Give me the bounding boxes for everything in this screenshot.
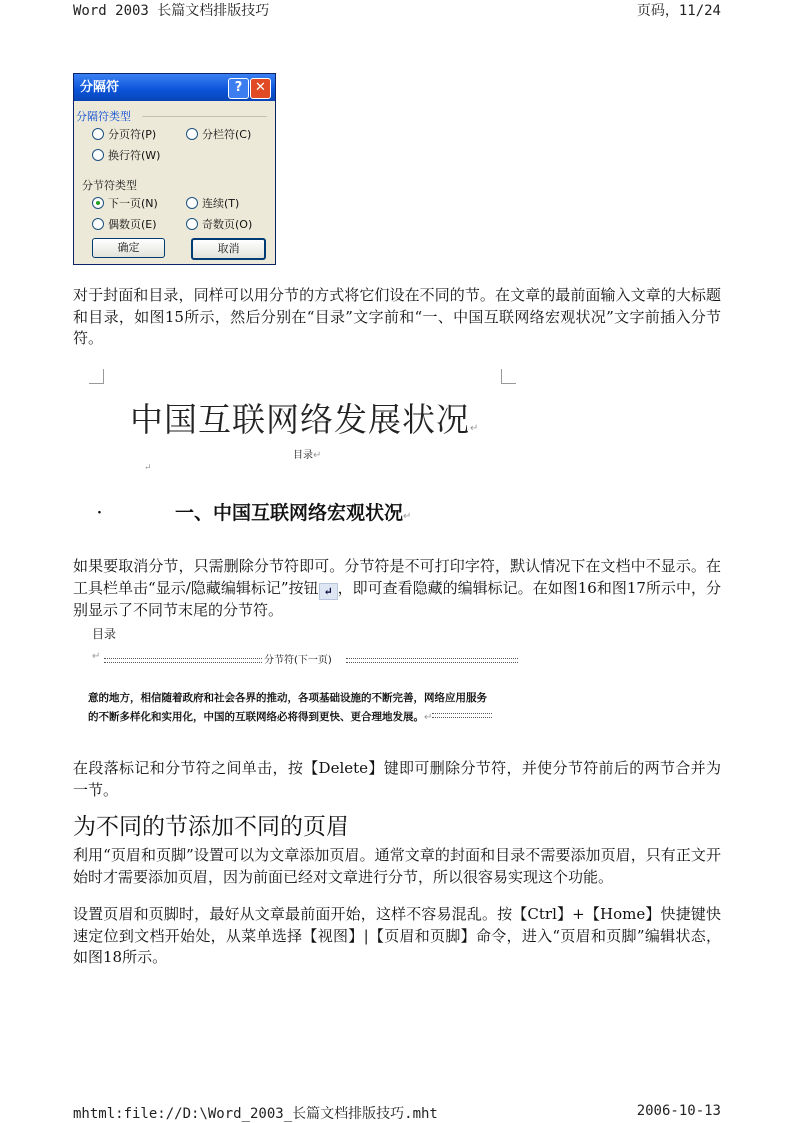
- section-heading: 为不同的节添加不同的页眉: [73, 814, 349, 840]
- header-title: Word 2003 长篇文档排版技巧: [73, 3, 270, 19]
- paragraph-mark-icon: ↵: [424, 712, 433, 723]
- show-hide-marks-icon: ↵: [319, 583, 338, 600]
- header-page-number: 页码，11/24: [636, 3, 721, 19]
- radio-text-wrapping[interactable]: [92, 147, 160, 163]
- footer-date: 2006-10-13: [636, 1103, 721, 1119]
- radio-label: 奇数页(O): [202, 218, 253, 231]
- radio-next-page[interactable]: [92, 195, 158, 211]
- paragraph-5: 设置页眉和页脚时，最好从文章最前面开始，这样不容易混乱。按【Ctrl】+【Home】快捷键快速定位到文档开始处，从菜单选择【视图】|【页眉和页脚】命令，进入“页眉和页脚”编辑状态，如图18所示。: [73, 905, 721, 966]
- radio-even-page[interactable]: [92, 216, 157, 232]
- page-corner-mark-left: [89, 369, 104, 384]
- page-corner-mark-right: [501, 369, 516, 384]
- break-dots-right: [346, 658, 518, 663]
- radio-circle-icon: [92, 149, 104, 161]
- figure-heading: 一、中国互联网络宏观状况↵: [175, 502, 412, 524]
- paragraph-3: 在段落标记和分节符之间单击，按【Delete】键即可删除分节符，并使分节符前后的两节合并为一节。: [73, 759, 721, 799]
- paragraph-2: 如果要取消分节，只需删除分节符即可。分节符是不可打印字符，默认情况下在文档中不显示。在工具栏单击“显示/隐藏编辑标记”按钮 ↵ ，即可查看隐藏的编辑标记。在如图16和图17所示中，分别显示了不同节末尾的分节符。: [73, 557, 721, 619]
- paragraph-mark-icon: ↵: [144, 463, 152, 473]
- figure2-text-line: 意的地方，相信随着政府和社会各界的推动，各项基础设施的不断完善，网络应用服务: [88, 692, 487, 704]
- section-break-label: 分节符(下一页): [262, 651, 334, 666]
- radio-label: 连续(T): [202, 197, 240, 210]
- paragraph-4: 利用“页眉和页脚”设置可以为文章添加页眉。通常文章的封面和目录不需要添加页眉，只有正文开始时才需要添加页眉，因为前面已经对文章进行分节，所以很容易实现这个功能。: [73, 846, 721, 886]
- figure-doc-title: 中国互联网络发展状况↵: [130, 400, 480, 439]
- page-header: [73, 0, 721, 20]
- help-button[interactable]: ?: [228, 78, 249, 99]
- radio-page-break[interactable]: [92, 126, 156, 142]
- radio-label: 分页符(P): [108, 128, 157, 141]
- page-footer: [73, 1103, 721, 1123]
- radio-selected-icon: [92, 197, 104, 209]
- break-dots-left: [104, 658, 264, 663]
- break-dots-end: [432, 713, 492, 718]
- radio-continuous[interactable]: [186, 195, 239, 211]
- group-break-types: 分隔符类型: [76, 110, 131, 123]
- figure-bullet: ·: [97, 505, 102, 521]
- figure2-text-line: 的不断多样化和实用化，中国的互联网络必将得到更快、更合理地发展。↵: [88, 709, 492, 724]
- figure-toc-label: 目录↵: [293, 450, 322, 461]
- paragraph-mark-icon: ↵: [403, 511, 412, 522]
- paragraph-mark-icon: ↵: [470, 423, 480, 434]
- radio-circle-icon: [186, 128, 198, 140]
- footer-path: mhtml:file://D:\Word_2003_长篇文档排版技巧.mht: [73, 1106, 438, 1122]
- radio-circle-icon: [92, 128, 104, 140]
- dialog-titlebar: [74, 74, 275, 101]
- radio-label: 偶数页(E): [108, 218, 157, 231]
- radio-circle-icon: [92, 218, 104, 230]
- ok-button[interactable]: 确定: [92, 238, 165, 258]
- group-divider: [142, 116, 267, 117]
- paragraph-mark-icon: ↵: [313, 450, 322, 461]
- close-button[interactable]: ✕: [250, 78, 271, 99]
- radio-label: 分栏符(C): [202, 128, 252, 141]
- paragraph-1: 对于封面和目录，同样可以用分节的方式将它们设在不同的节。在文章的最前面输入文章的大标题和目录，如图15所示，然后分别在“目录”文字前和“一、中国互联网络宏观状况”文字前插入分节符。: [73, 286, 721, 347]
- paragraph-mark-icon: ↵: [92, 651, 101, 662]
- section-break-dialog: [73, 73, 276, 265]
- radio-odd-page[interactable]: [186, 216, 252, 232]
- cancel-button[interactable]: 取消: [191, 238, 266, 260]
- radio-column-break[interactable]: [186, 126, 251, 142]
- section-break-marker: [92, 650, 518, 666]
- radio-circle-icon: [186, 218, 198, 230]
- figure2-toc-label: 目录: [92, 627, 117, 641]
- radio-circle-icon: [186, 197, 198, 209]
- dialog-title: 分隔符: [80, 80, 120, 95]
- radio-label: 下一页(N): [108, 197, 158, 210]
- radio-label: 换行符(W): [108, 149, 161, 162]
- group-section-types: 分节符类型: [82, 179, 137, 192]
